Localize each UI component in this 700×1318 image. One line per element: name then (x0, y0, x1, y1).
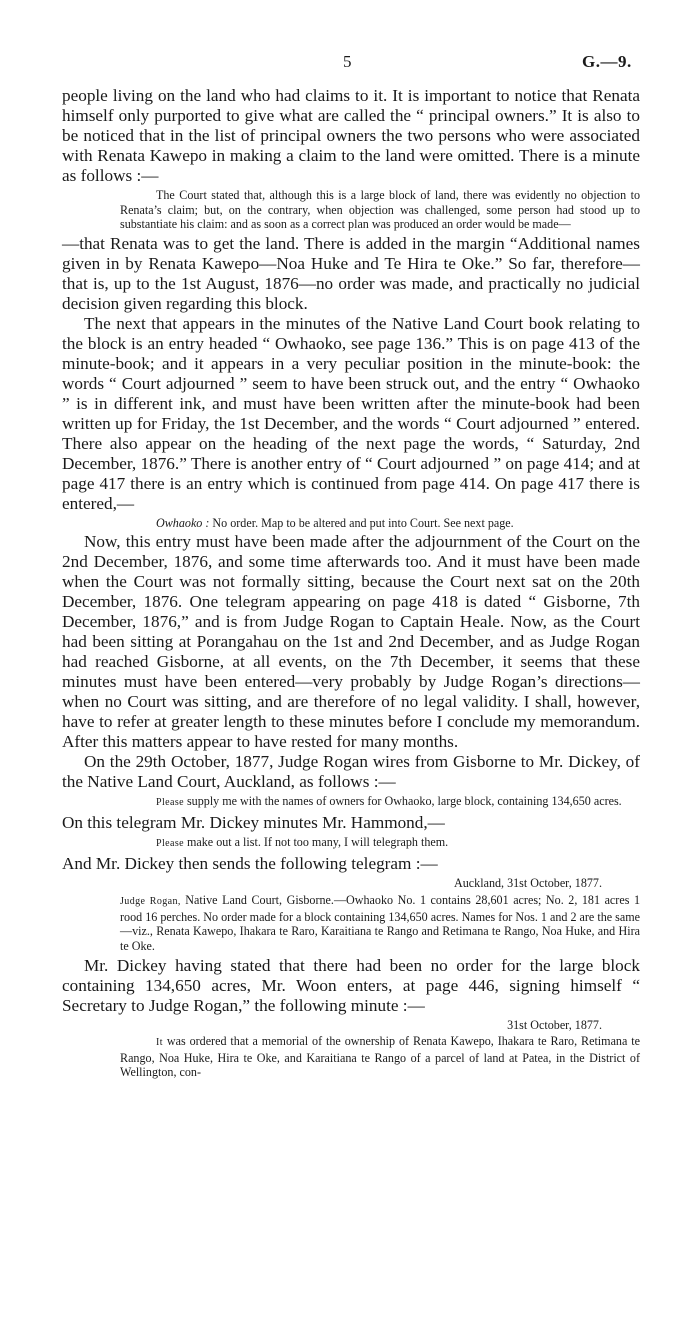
minute-text: was ordered that a memorial of the ownership of Renata Kawepo, Ihakara te Raro, Retimana te Rango, Noa Huke, Hira te Oke, and Karaitiana te Rango of a parcel of land at Patea, in the District of Wellington, con- (120, 1034, 640, 1080)
quoted-minute: The Court stated that, although this is a large block of land, there was evidently no objection to Renata’s claim; but, on the contrary, when objection was challenged, some person had stood up to substantiate his claim: and as soon as a correct plan was produced an order would be made— (120, 188, 640, 232)
telegram-lead: Please (156, 797, 184, 809)
quoted-telegram (62, 794, 640, 811)
quoted-telegram (62, 893, 640, 953)
body-text (62, 86, 640, 1082)
telegram-text: Native Land Court, Gisborne.—Owhaoko No. 1 contains 28,601 acres; No. 2, 181 acres 1 rood 16 perches. No order made for a block containing 134,650 acres. Names for Nos. 1 and 2 are the same—viz., Renata Kawepo, Ihakara te Raro, Karaitiana te Rango and Retimana te Rango, Noa Huke, and Hira te Oke. (120, 893, 640, 953)
entry-heading: Owhaoko : (156, 515, 210, 530)
document-reference: G.—9. (582, 52, 632, 71)
page-number: 5 (343, 52, 352, 71)
telegram-date: Auckland, 31st October, 1877. (454, 875, 602, 890)
paragraph: On this telegram Mr. Dickey minutes Mr. Hammond,— (62, 812, 445, 832)
paragraph: —that Renata was to get the land. There is added in the margin “Additional names given in by Renata Kawepo—Noa Huke and Te Hira te Oke.” So far, therefore—that is, up to the 1st August, 1876—no order was made, and practically no judicial decision given regarding this block. (62, 233, 640, 313)
paragraph: Mr. Dickey having stated that there had been no order for the large block containing 134,650 acres, Mr. Woon enters, at page 446, signing himself “ Secretary to Judge Rogan,” the following minute :— (62, 955, 640, 1015)
paragraph: Now, this entry must have been made after the adjournment of the Court on the 2nd December, 1876, and some time afterwards too. And it must have been made when the Court was not formally sitting, because the Court next sat on the 20th December, 1876. One telegram appearing on page 418 is dated “ Gisborne, 7th December, 1876,” and is from Judge Rogan to Captain Heale. Now, as the Court had been sitting at Porangahau on the 1st and 2nd December, and as Judge Rogan had reached Gisborne, at all events, on the 7th December, it seems that these minutes must have been entered—very probably by Judge Rogan’s directions—when no Court was sitting, and are therefore of no legal validity. I shall, however, have to refer at greater length to these minutes before I conclude my memorandum. After this matters appear to have rested for many months. (62, 532, 640, 752)
minute-lead: Please (156, 837, 184, 849)
paragraph: people living on the land who had claims to it. It is important to notice that Renata himself only purported to give what are called the “ principal owners.” It is also to be noticed that in the list of principal owners the two persons who were associated with Renata Kawepo in making a claim to the land were omitted. There is a minute as follows :— (62, 86, 640, 185)
paragraph: And Mr. Dickey then sends the following telegram :— (62, 853, 438, 873)
paragraph: The next that appears in the minutes of the Native Land Court book relating to the block is an entry headed “ Owhaoko, see page 136.” This is on page 413 of the minute-book; and it appears in a very peculiar position in the minute-book: the words “ Court adjourned ” seem to have been struck out, and the entry “ Owhaoko ” is in different ink, and must have been written after the minute-book had been written up for Friday, the 1st December, and the words “ Court adjourned ” entered. There also appear on the heading of the next page the words, “ Saturday, 2nd December, 1876.” There is another entry of “ Court adjourned ” on page 414; and at page 417 there is an entry which is continued from page 414. On page 417 there is entered,— (62, 313, 640, 513)
quoted-minute (62, 835, 640, 852)
minute-lead: It (156, 1037, 163, 1049)
quoted-minute (62, 1034, 640, 1080)
telegram-lead: Judge Rogan, (120, 896, 181, 908)
minute-date: 31st October, 1877. (507, 1017, 602, 1032)
paragraph: On the 29th October, 1877, Judge Rogan wires from Gisborne to Mr. Dickey, of the Native Land Court, Auckland, as follows :— (62, 752, 640, 792)
minute-text: make out a list. If not too many, I will telegraph them. (183, 834, 449, 849)
quoted-entry (62, 516, 640, 531)
entry-text: No order. Map to be altered and put into Court. See next page. (209, 515, 514, 530)
telegram-text: supply me with the names of owners for Owhaoko, large block, containing 134,650 acres. (183, 794, 622, 809)
